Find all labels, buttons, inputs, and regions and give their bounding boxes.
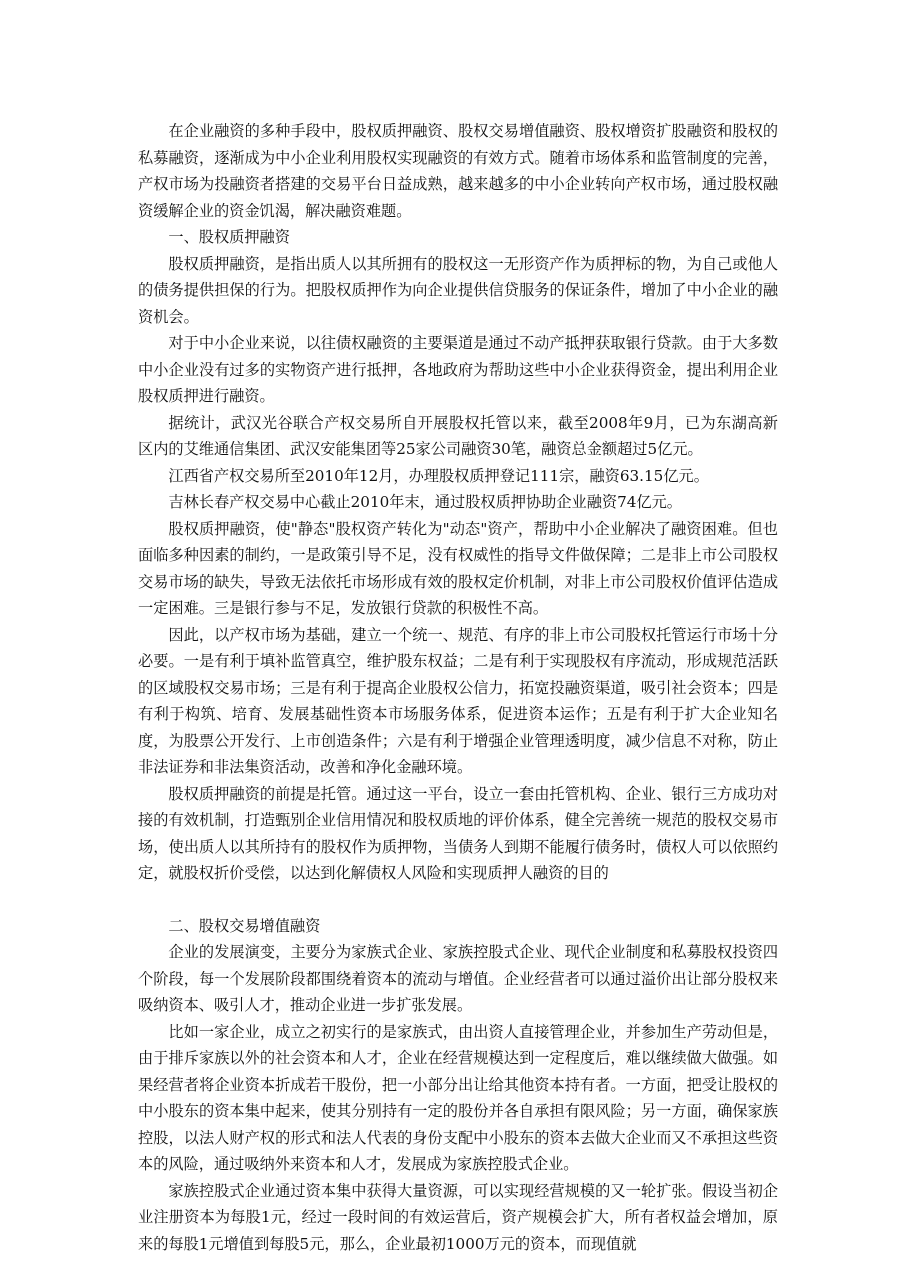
paragraph-family-holding: 家族控股式企业通过资本集中获得大量资源，可以实现经营规模的又一轮扩张。假设当初企业注册资本为每股1元，经过一段时间的有效运营后，资产规模会扩大，所有者权益会增加，原来的每股1元增值到每股5元，那么，企业最初1000万元的资本，而现值就	[138, 1181, 778, 1253]
paragraph-family-enterprise: 比如一家企业，成立之初实行的是家族式，由出资人直接管理企业，并参加生产劳动但是，由于排斥家族以外的社会资本和人才，企业在经营规模达到一定程度后，难以继续做大做强。如果经营者将企业资本折成若干股份，把一小部分出让给其他资本持有者。一方面，把受让股权的中小股东的资本集中起来，使其分别持有一定的股份并各自承担有限风险；另一方面，确保家族控股，以法人财产权的形式和法人代表的身份支配中小股东的资本去做大企业而又不承担这些资本的风险，通过吸纳外来资本和人才，发展成为家族控股式企业。	[138, 1022, 778, 1173]
paragraph-custody-premise: 股权质押融资的前提是托管。通过这一平台，设立一套由托管机构、企业、银行三方成功对接的有效机制，打造甄别企业信用情况和股权质地的评价体系，健全完善统一规范的股权交易市场，使出质人以其所持有的股权作为质押物，当债务人到期不能履行债务时，债权人可以依照约定，就股权折价受偿，以达到化解债权人风险和实现质押人融资的目的	[138, 784, 778, 882]
paragraph-enterprise-evolution: 企业的发展演变，主要分为家族式企业、家族控股式企业、现代企业制度和私募股权投资四个阶段，每一个发展阶段都围绕着资本的流动与增值。企业经营者可以通过溢价出让部分股权来吸纳资本、吸引人才，推动企业进一步扩张发展。	[138, 943, 778, 1014]
section-gap	[138, 887, 778, 913]
paragraph-jilin-stats: 吉林长春产权交易中心截止2010年末，通过股权质押协助企业融资74亿元。	[168, 493, 682, 511]
intro-paragraph: 在企业融资的多种手段中，股权质押融资、股权交易增值融资、股权增资扩股融资和股权的私募融资，逐渐成为中小企业利用股权实现融资的有效方式。随着市场体系和监管制度的完善，产权市场为投融资者搭建的交易平台日益成熟，越来越多的中小企业转向产权市场，通过股权融资缓解企业的资金饥渴，解决融资难题。	[138, 122, 778, 220]
section-heading-equity-pledge: 一、股权质押融资	[168, 228, 290, 246]
paragraph-constraints: 股权质押融资，使"静态"股权资产转化为"动态"资产，帮助中小企业解决了融资困难。但也面临多种因素的制约，一是政策引导不足，没有权威性的指导文件做保障；二是非上市公司股权交易市场的缺失，导致无法依托市场形成有效的股权定价机制，对非上市公司股权价值评估造成一定困难。三是银行参与不足，发放银行贷款的积极性不高。	[138, 519, 778, 617]
paragraph-sme-financing: 对于中小企业来说，以往债权融资的主要渠道是通过不动产抵押获取银行贷款。由于大多数中小企业没有过多的实物资产进行抵押，各地政府为帮助这些中小企业获得资金，提出利用企业股权质押进行融资。	[138, 334, 778, 405]
paragraph-market-benefits: 因此，以产权市场为基础，建立一个统一、规范、有序的非上市公司股权托管运行市场十分必要。一是有利于填补监管真空，维护股东权益；二是有利于实现股权有序流动，形成规范活跃的区域股权交易市场；三是有利于提高企业股权公信力，拓宽投融资渠道，吸引社会资本；四是有利于构筑、培育、发展基础性资本市场服务体系，促进资本运作；五是有利于扩大企业知名度，为股票公开发行、上市创造条件；六是有利于增强企业管理透明度，减少信息不对称，防止非法证券和非法集资活动，改善和净化金融环境。	[138, 625, 778, 776]
paragraph-wuhan-stats: 据统计，武汉光谷联合产权交易所自开展股权托管以来，截至2008年9月，已为东湖高新区内的艾维通信集团、武汉安能集团等25家公司融资30笔，融资总金额超过5亿元。	[138, 413, 778, 458]
paragraph-jiangxi-stats: 江西省产权交易所至2010年12月，办理股权质押登记111宗，融资63.15亿元。	[168, 466, 709, 485]
document-page	[138, 118, 778, 1257]
section-heading-equity-trading: 二、股权交易增值融资	[168, 916, 321, 935]
paragraph-pledge-definition: 股权质押融资，是指出质人以其所拥有的股权这一无形资产作为质押标的物，为自己或他人的债务提供担保的行为。把股权质押作为向企业提供信贷服务的保证条件，增加了中小企业的融资机会。	[138, 254, 778, 326]
